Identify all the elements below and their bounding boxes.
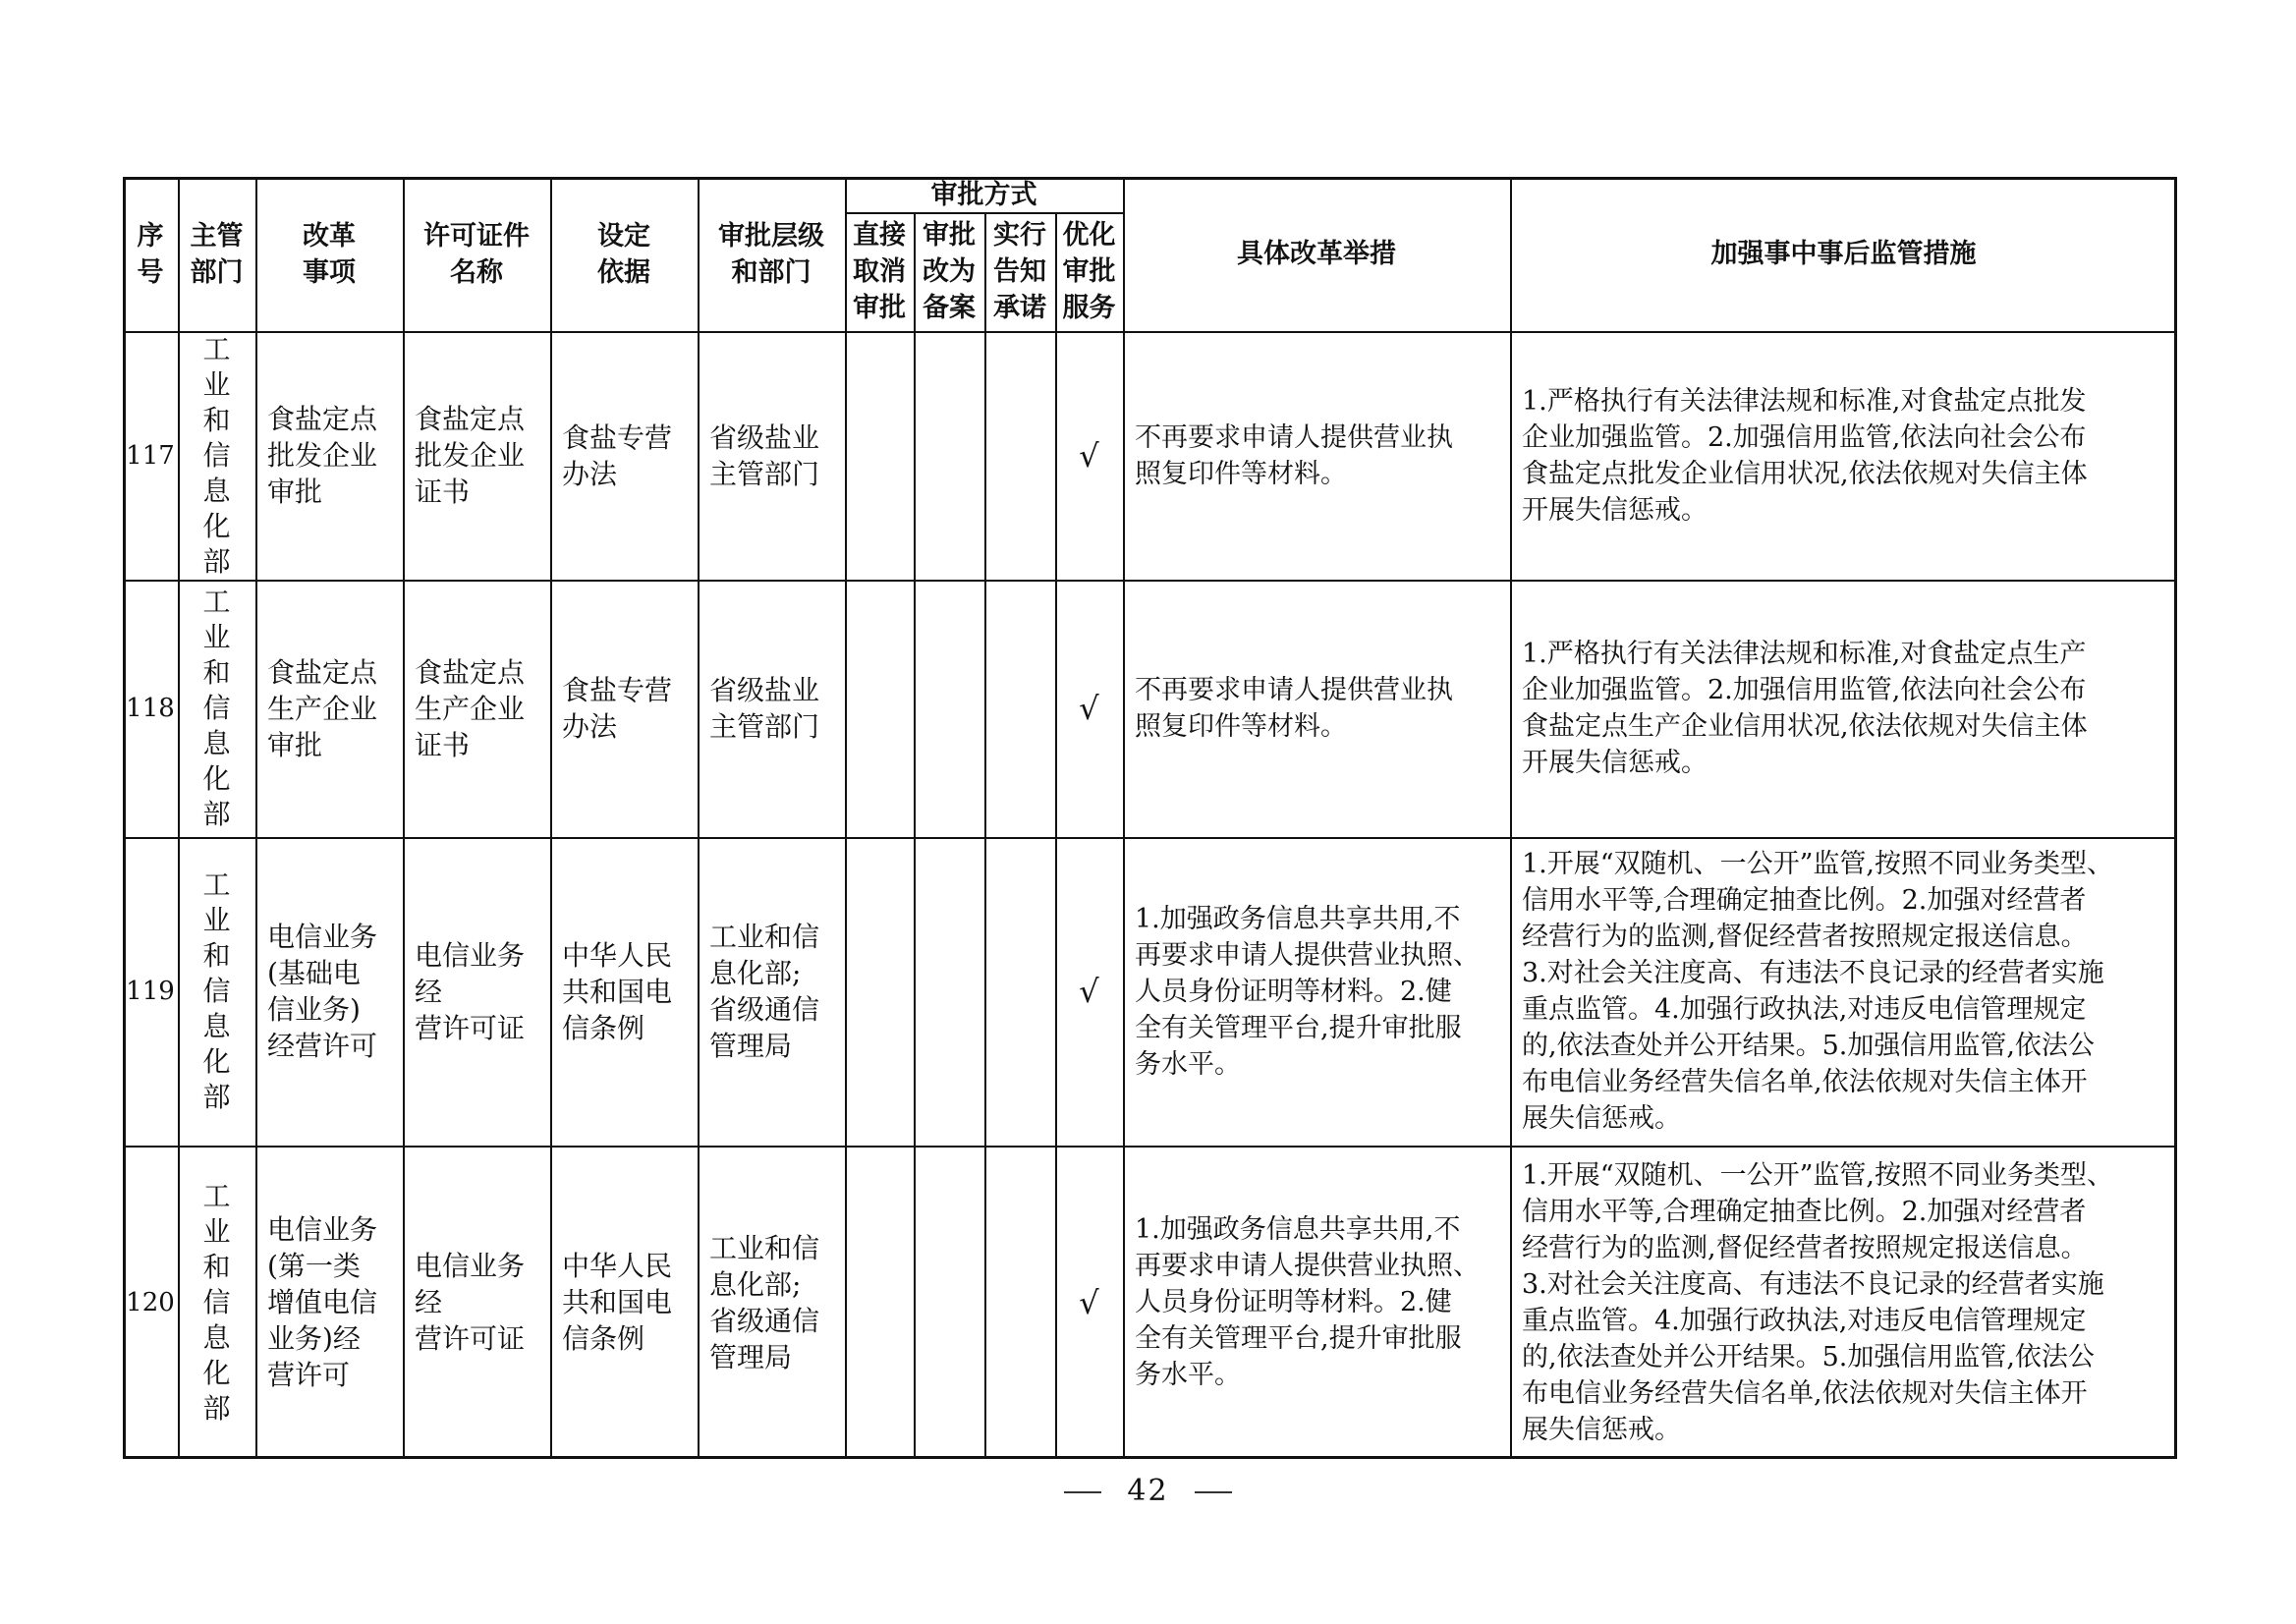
text-line: 主管部门 — [709, 710, 820, 743]
text-line: 3.对社会关注度高、有违法不良记录的经营者实施 — [1522, 1268, 2104, 1300]
header-basis — [550, 177, 698, 331]
row-license — [403, 837, 550, 1146]
row-measures-text — [1135, 672, 1453, 745]
text-line: 的,依法查处并公开结果。5.加强信用监管,依法公 — [1522, 1341, 2095, 1372]
row-dept — [178, 580, 255, 837]
text-line: (第一类 — [267, 1250, 361, 1282]
text-line: 食盐定点 — [415, 403, 526, 435]
text-line: 1.严格执行有关法律法规和标准,对食盐定点批发 — [1522, 385, 2087, 417]
text-line: 承诺 — [993, 293, 1046, 323]
text-line: 电信业务经 — [415, 938, 526, 1008]
row-item-text — [267, 1211, 377, 1393]
text-line: 食盐专营 — [562, 674, 673, 706]
header-method-2 — [914, 212, 984, 331]
header-seq-text — [138, 218, 164, 291]
text-line: 工 — [202, 1179, 231, 1212]
text-line: 省级通信 — [709, 1304, 820, 1337]
row-supervision — [1510, 580, 2177, 837]
text-line: 业 — [202, 621, 231, 653]
row-supervision — [1510, 1146, 2177, 1459]
text-line: 食盐定点 — [415, 655, 526, 689]
text-line: 息 — [202, 474, 231, 507]
optimize-service-check: √ — [1079, 690, 1099, 727]
text-line: 省级盐业 — [709, 420, 820, 454]
text-line: 信 — [202, 438, 231, 472]
text-line: 照复印件等材料。 — [1135, 711, 1347, 742]
text-line: 管理局 — [709, 1340, 793, 1373]
footer-dash-left — [1064, 1491, 1101, 1493]
text-line: 中华人民 — [562, 1250, 673, 1282]
row-dept-text — [203, 868, 231, 1115]
row-basis-text — [562, 1248, 672, 1357]
text-line: 布电信业务经营失信名单,依法依规对失信主体开 — [1522, 1377, 2088, 1409]
row-item — [255, 331, 403, 580]
row-measures-text — [1135, 1211, 1480, 1393]
header-method-text — [853, 217, 906, 326]
header-license-text — [423, 218, 530, 291]
text-line: 部 — [202, 544, 231, 578]
row-level — [698, 331, 845, 580]
text-line: 备案 — [923, 293, 976, 323]
row-level-text — [709, 919, 819, 1064]
column-border — [845, 177, 847, 1459]
header-dept-text — [191, 218, 244, 291]
row-level-text — [709, 672, 819, 745]
text-line: 审批 — [267, 728, 323, 761]
text-line: 批发企业 — [267, 439, 378, 472]
text-line: 和 — [202, 939, 231, 972]
row-item-text — [267, 919, 377, 1064]
text-line: 审批 — [1062, 256, 1116, 287]
text-line: 许可证件 — [423, 220, 530, 252]
text-line: 改为 — [923, 256, 976, 287]
text-line: 息 — [202, 1010, 231, 1042]
text-line: 和部门 — [731, 256, 812, 288]
text-line: 和 — [202, 403, 231, 436]
text-line: 息 — [202, 727, 231, 759]
text-line: 办法 — [562, 457, 618, 490]
text-line: 部门 — [190, 256, 244, 288]
text-line: 审批层级 — [718, 220, 824, 252]
text-line: 工业和信 — [709, 1231, 820, 1264]
row-supervision-text — [1522, 636, 2088, 781]
row-supervision — [1510, 331, 2177, 580]
text-line: 信 — [202, 1285, 231, 1318]
text-line: 食盐定点批发企业信用状况,依法依规对失信主体 — [1522, 458, 2088, 489]
text-line: 1.开展“双随机、一公开”监管,按照不同业务类型、 — [1522, 849, 2113, 879]
row-license-text — [415, 937, 538, 1046]
text-line: 经营行为的监测,督促经营者按照规定报送信息。 — [1522, 922, 2088, 952]
text-line: 务水平。 — [1135, 1360, 1241, 1390]
row-supervision-text — [1522, 383, 2088, 529]
text-line: 序 — [137, 220, 164, 252]
row-basis — [550, 331, 698, 580]
row-dept-text — [203, 332, 231, 580]
column-border — [914, 212, 916, 1459]
row-item-text — [267, 401, 377, 510]
row-number: 120 — [126, 1287, 175, 1317]
text-line: 设定 — [597, 220, 650, 252]
header-level — [698, 177, 845, 331]
row-item — [255, 580, 403, 837]
header-method-1 — [845, 212, 914, 331]
text-line: 电信业务 — [267, 921, 378, 953]
row-license — [403, 580, 550, 837]
text-line: 部 — [202, 798, 231, 830]
text-line: 部 — [202, 1081, 231, 1113]
row-item-text — [267, 654, 377, 763]
text-line: 业 — [202, 1214, 231, 1248]
row-basis — [550, 837, 698, 1146]
row-level — [698, 580, 845, 837]
text-line: 省级盐业 — [709, 674, 820, 706]
text-line: 1.加强政务信息共享共用,不 — [1135, 1214, 1461, 1245]
column-border — [984, 212, 986, 1459]
header-dept — [178, 177, 255, 331]
header-method-text — [923, 217, 976, 326]
text-line: 重点监管。4.加强行政执法,对违反电信管理规定 — [1522, 994, 2087, 1025]
text-line: 批发企业 — [415, 439, 526, 472]
row-supervision-text — [1522, 846, 2113, 1137]
header-method-text — [993, 217, 1046, 326]
header-supervision: 加强事中事后监管措施 — [1710, 239, 1977, 269]
text-line: 展失信惩戒。 — [1522, 1103, 1681, 1134]
optimize-service-check: √ — [1079, 973, 1099, 1010]
text-line: 工 — [202, 586, 231, 618]
text-line: 全有关管理平台,提升审批服 — [1135, 1323, 1462, 1354]
row-supervision-text — [1522, 1157, 2113, 1448]
text-line: 化 — [202, 509, 231, 542]
text-line: 化 — [202, 762, 231, 795]
optimize-service-check: √ — [1079, 1283, 1099, 1321]
row-number: 117 — [126, 440, 175, 471]
row-basis-text — [562, 937, 672, 1046]
text-line: 不再要求申请人提供营业执 — [1135, 421, 1453, 453]
text-line: 审批 — [267, 476, 323, 508]
header-method-4 — [1055, 212, 1123, 331]
header-measures: 具体改革举措 — [1237, 239, 1396, 269]
text-line: 工 — [202, 332, 231, 365]
text-line: 的,依法查处并公开结果。5.加强信用监管,依法公 — [1522, 1031, 2095, 1061]
text-line: 信 — [202, 692, 231, 724]
row-level — [698, 1146, 845, 1459]
text-line: 再要求申请人提供营业执照、 — [1135, 1251, 1480, 1281]
footer-dash-right — [1195, 1491, 1232, 1493]
text-line: 信业务) — [267, 993, 361, 1026]
text-line: 人员身份证明等材料。2.健 — [1135, 976, 1452, 1007]
text-line: 1.严格执行有关法律法规和标准,对食盐定点生产 — [1522, 639, 2087, 669]
row-license-text — [415, 401, 525, 510]
text-line: 布电信业务经营失信名单,依法依规对失信主体开 — [1522, 1067, 2088, 1097]
row-item — [255, 837, 403, 1146]
row-level — [698, 837, 845, 1146]
page-footer — [0, 1474, 2296, 1508]
text-line: 照复印件等材料。 — [1135, 458, 1347, 489]
text-line: 开展失信惩戒。 — [1522, 494, 1708, 526]
text-line: 食盐定点 — [267, 403, 378, 435]
text-line: 再要求申请人提供营业执照、 — [1135, 939, 1480, 971]
text-line: 业务)经 — [267, 1322, 361, 1355]
text-line: 生产企业 — [415, 692, 526, 725]
text-line: 开展失信惩戒。 — [1522, 748, 1708, 778]
header-basis-text — [597, 218, 650, 291]
text-line: 不再要求申请人提供营业执 — [1135, 675, 1453, 705]
text-line: 经营行为的监测,督促经营者按照规定报送信息。 — [1522, 1232, 2088, 1263]
text-line: 企业加强监管。2.加强信用监管,依法向社会公布 — [1522, 675, 2087, 705]
text-line: 信条例 — [562, 1011, 645, 1044]
text-line: 食盐定点 — [267, 655, 378, 689]
row-basis-text — [562, 420, 672, 492]
text-line: 息化部; — [709, 957, 802, 989]
text-line: 事项 — [303, 256, 356, 288]
text-line: 实行 — [993, 220, 1046, 251]
header-item — [255, 177, 403, 331]
text-line: 展失信惩戒。 — [1522, 1414, 1681, 1445]
optimize-service-check: √ — [1079, 436, 1099, 475]
text-line: 审批 — [923, 220, 976, 251]
text-line: 信用水平等,合理确定抽查比例。2.加强对经营者 — [1522, 885, 2087, 916]
row-number: 118 — [126, 694, 175, 723]
row-level-text — [709, 1230, 819, 1375]
row-supervision — [1510, 837, 2177, 1146]
row-dept-text — [203, 1179, 231, 1427]
text-line: 经营许可 — [267, 1030, 378, 1062]
row-dept — [178, 837, 255, 1146]
header-method-3 — [984, 212, 1055, 331]
text-line: 依据 — [597, 256, 650, 288]
text-line: 办法 — [562, 710, 618, 743]
header-item-text — [303, 218, 356, 291]
text-line: 3.对社会关注度高、有违法不良记录的经营者实施 — [1522, 958, 2104, 988]
row-license-text — [415, 654, 525, 763]
row-measures — [1123, 1146, 1510, 1459]
text-line: 1.开展“双随机、一公开”监管,按照不同业务类型、 — [1522, 1159, 2113, 1191]
row-basis — [550, 580, 698, 837]
row-basis-text — [562, 672, 672, 745]
text-line: 部 — [202, 1391, 231, 1425]
text-line: 人员身份证明等材料。2.健 — [1135, 1287, 1452, 1317]
text-line: 号 — [137, 256, 164, 288]
text-line: 电信业务经 — [415, 1250, 526, 1318]
text-line: 食盐定点生产企业信用状况,依法依规对失信主体 — [1522, 711, 2088, 742]
text-line: 主管 — [190, 220, 244, 252]
text-line: 食盐专营 — [562, 420, 673, 454]
row-dept-text — [203, 585, 231, 832]
text-line: 电信业务 — [267, 1213, 378, 1246]
text-line: 企业加强监管。2.加强信用监管,依法向社会公布 — [1522, 421, 2087, 453]
text-line: 工 — [202, 868, 231, 901]
row-measures-text — [1135, 901, 1480, 1083]
text-line: 化 — [202, 1045, 231, 1078]
row-dept — [178, 1146, 255, 1459]
text-line: 营许可证 — [415, 1011, 526, 1044]
text-line: 名称 — [450, 256, 503, 288]
header-method-group: 审批方式 — [930, 179, 1037, 210]
text-line: 营许可证 — [415, 1322, 526, 1355]
text-line: 改革 — [303, 220, 356, 252]
text-line: 告知 — [993, 256, 1046, 287]
text-line: 工业和信 — [709, 921, 820, 953]
header-method-text — [1063, 217, 1116, 326]
text-line: 服务 — [1062, 293, 1116, 323]
row-item — [255, 1146, 403, 1459]
row-measures-text — [1135, 420, 1453, 492]
text-line: 证书 — [415, 476, 471, 508]
text-line: 省级通信 — [709, 993, 820, 1026]
row-license — [403, 1146, 550, 1459]
header-level-text — [718, 218, 824, 291]
text-line: 生产企业 — [267, 692, 378, 725]
text-line: 重点监管。4.加强行政执法,对违反电信管理规定 — [1522, 1305, 2087, 1336]
text-line: 主管部门 — [709, 457, 820, 490]
header-seq — [123, 177, 178, 331]
text-line: 取消 — [853, 256, 906, 287]
text-line: 息化部; — [709, 1267, 802, 1301]
row-license-text — [415, 1248, 538, 1357]
text-line: 信 — [202, 975, 231, 1007]
row-basis — [550, 1146, 698, 1459]
text-line: 证书 — [415, 728, 471, 761]
row-license — [403, 331, 550, 580]
header-license — [403, 177, 550, 331]
row-measures — [1123, 331, 1510, 580]
text-line: 信用水平等,合理确定抽查比例。2.加强对经营者 — [1522, 1196, 2087, 1227]
text-line: 务水平。 — [1135, 1048, 1241, 1080]
text-line: 和 — [202, 656, 231, 689]
text-line: 直接 — [853, 220, 906, 251]
text-line: 共和国电 — [562, 1286, 673, 1318]
row-measures — [1123, 580, 1510, 837]
text-line: 息 — [202, 1320, 231, 1354]
text-line: 业 — [202, 367, 231, 401]
row-measures — [1123, 837, 1510, 1146]
row-level-text — [709, 420, 819, 492]
text-line: 业 — [202, 904, 231, 936]
text-line: 化 — [202, 1356, 231, 1389]
row-number: 119 — [126, 977, 175, 1006]
text-line: 营许可 — [267, 1359, 351, 1391]
text-line: 管理局 — [709, 1030, 793, 1062]
text-line: 全有关管理平台,提升审批服 — [1135, 1012, 1462, 1043]
text-line: 优化 — [1062, 220, 1116, 251]
text-line: 增值电信 — [267, 1286, 378, 1318]
text-line: 和 — [202, 1250, 231, 1283]
text-line: (基础电 — [267, 957, 361, 989]
text-line: 1.加强政务信息共享共用,不 — [1135, 903, 1461, 934]
text-line: 中华人民 — [562, 938, 673, 972]
row-dept — [178, 331, 255, 580]
text-line: 审批 — [853, 293, 906, 323]
text-line: 信条例 — [562, 1322, 645, 1355]
text-line: 共和国电 — [562, 975, 673, 1008]
page-number: 42 — [1127, 1474, 1169, 1508]
